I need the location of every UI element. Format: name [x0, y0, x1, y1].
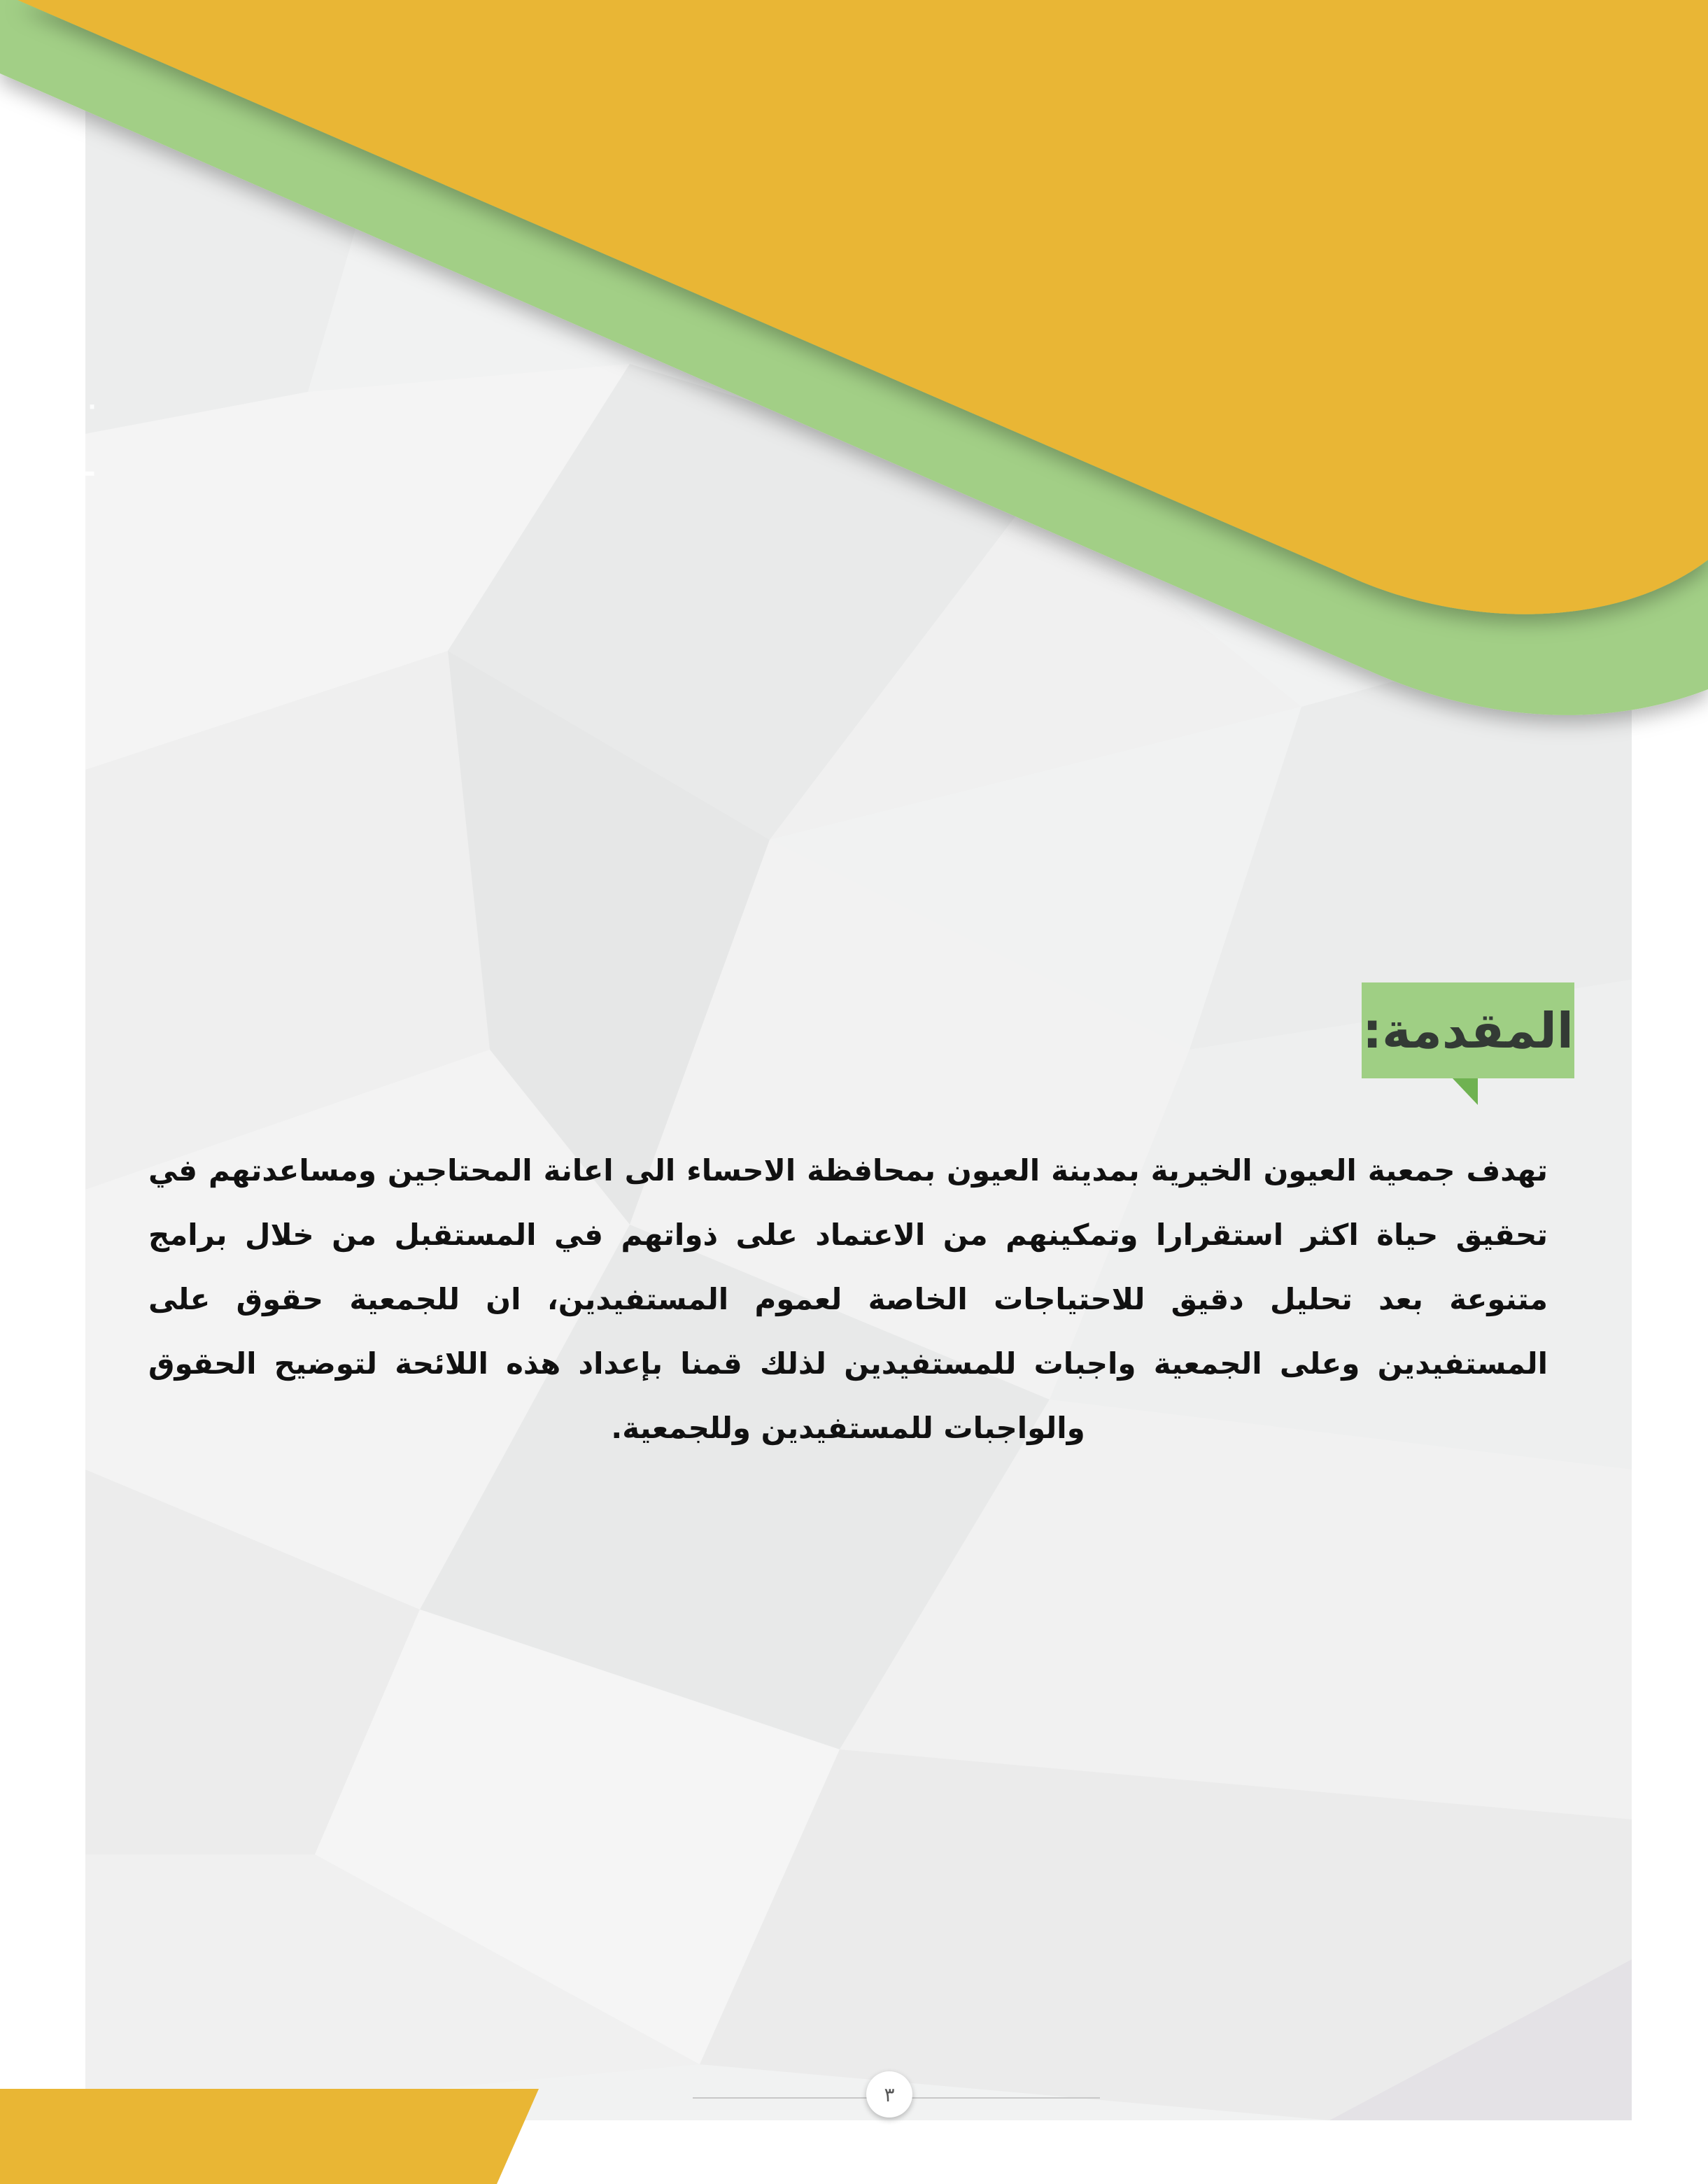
page-number-rule-left — [693, 2097, 868, 2099]
intro-paragraph: تهدف جمعية العيون الخيرية بمدينة العيون بمحافظة الاحساء الى اعانة المحتاجين ومساعدتهم في تحقيق حياة اكثر استقرارا وتمكينهم من الاعتماد على ذواتهم في المستقبل من خلال برامج متنوعة بعد تحليل دقيق للاحتياجات الخاصة لعموم المستفيدين، ان للجمعية حقوق على المستفيدين وعلى الجمعية واجبات للمستفيدين لذلك قمنا بإعداد هذه اللائحة لتوضيح الحقوق والواجبات للمستفيدين وللجمعية. — [148, 1153, 1548, 1445]
section-heading-text: المقدمة: — [1362, 1001, 1574, 1059]
page-number-rule-right — [911, 2097, 1100, 2099]
heading-ribbon-tail — [1453, 1078, 1478, 1105]
section-heading — [1362, 982, 1574, 1078]
page-number-badge — [866, 2071, 912, 2118]
watermark-text: wpixel — [48, 336, 103, 481]
gold-bottom-band — [0, 2089, 539, 2184]
page-number-text: ٣ — [884, 2083, 895, 2106]
